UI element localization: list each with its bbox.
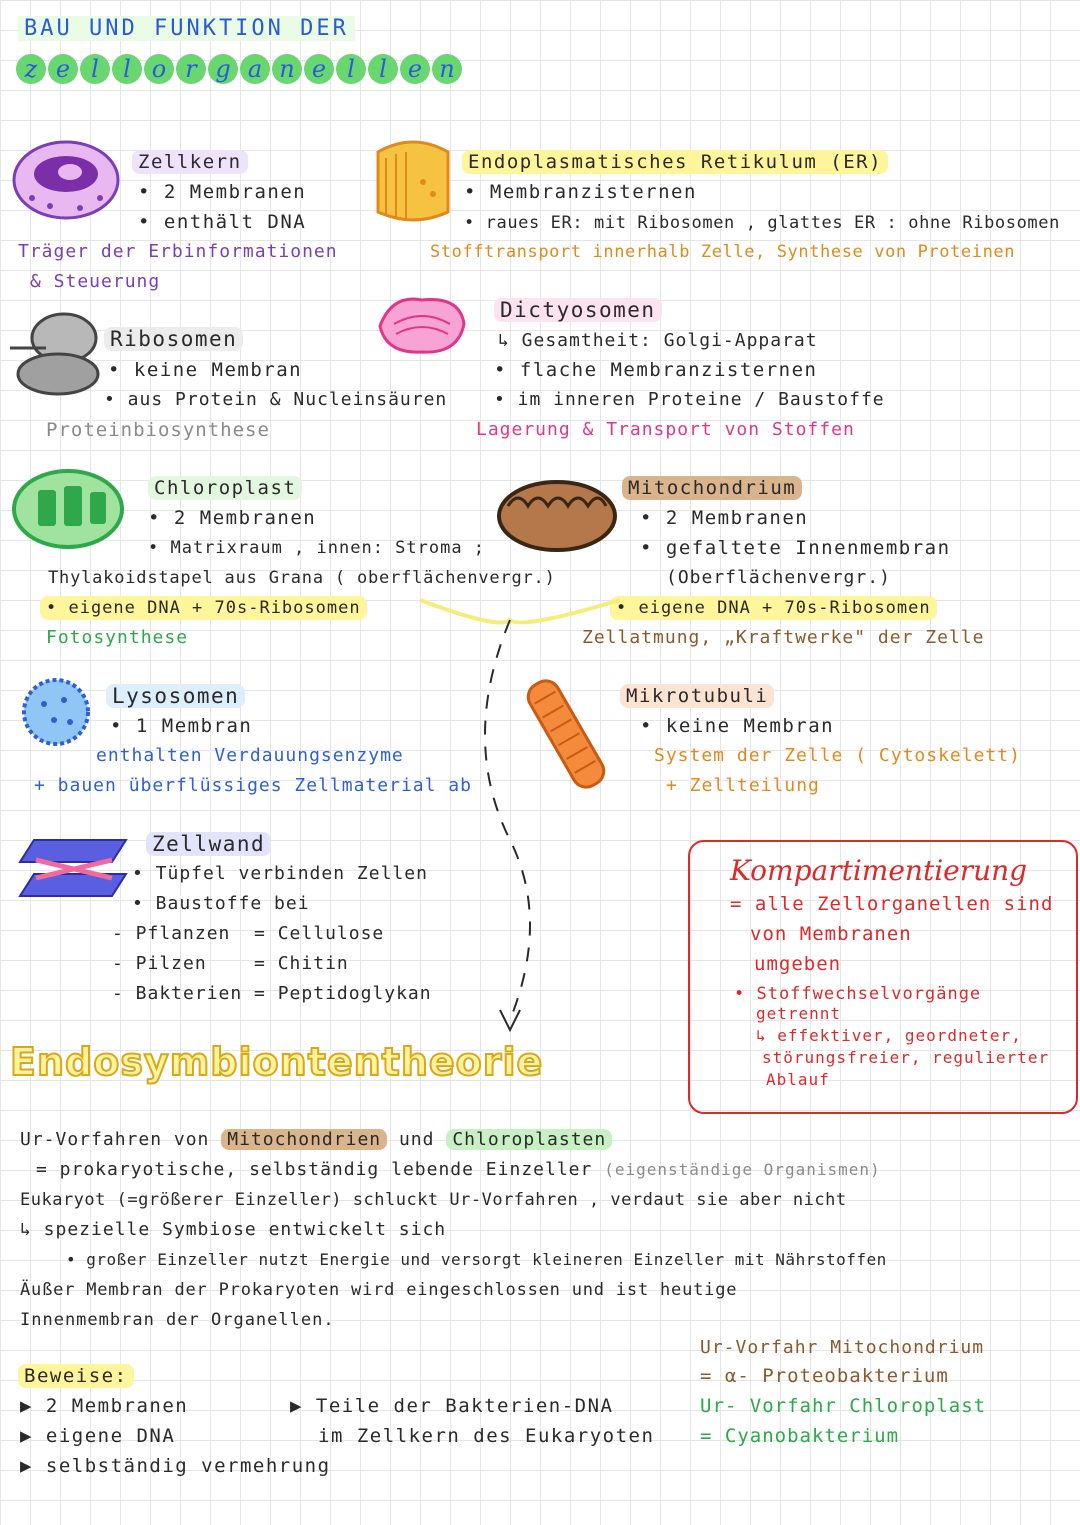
mikrotubuli-title: Mikrotubuli [620,684,774,708]
title-letter: n [272,54,302,84]
title-letter: e [304,54,334,84]
zellkern-bullet-1: • 2 Membranen [138,181,307,203]
ribosomen-function: Proteinbiosynthese [46,419,270,441]
zellkern-function-2: & Steuerung [30,271,161,292]
chloroplast-function: Fotosynthese [46,627,189,648]
title-letter: l [112,54,142,84]
p1-chloroplasten: Chloroplasten [446,1129,612,1150]
endosymbiont-para-6: Äußer Membran der Prokaryoten wird eingeschlossen und ist heutige [20,1280,738,1300]
lysosome-icon [14,672,98,752]
title-letter: e [400,54,430,84]
ribosomen-title: Ribosomen [104,327,243,351]
zellwand-row-3: - Bakterien = Peptidoglykan [112,983,432,1004]
zellkern-bullet-2: • enthält DNA [138,211,307,233]
chloroplast-title: Chloroplast [148,476,302,500]
page-title-letters [16,54,464,84]
title-letter: a [240,54,270,84]
kompartimentierung-line-2: von Membranen [750,923,912,945]
chloroplast-bullet-3: Thylakoidstapel aus Grana ( oberflächenvergr.) [48,568,556,588]
zellwand-row-2: - Pilzen = Chitin [112,953,349,974]
title-letter: g [208,54,238,84]
mikrotubuli-function-1: System der Zelle ( Cytoskelett) [654,745,1021,766]
er-bullet-1: • Membranzisternen [464,181,697,203]
p2-note: (eigenständige Organismen) [604,1160,881,1179]
dictyosomen-bullet-1: • flache Membranzisternen [494,359,818,381]
ribosome-icon [6,306,102,400]
lysosomen-bullet-1: • 1 Membran [110,715,253,737]
beweise-item-4: ▶ Teile der Bakterien-DNA [290,1395,614,1417]
beweise-item-2: ▶ eigene DNA [20,1425,176,1447]
mikrotubuli-function-2: + Zellteilung [666,775,820,796]
title-letter: n [432,54,462,84]
kompartimentierung-line-4: • Stoffwechselvorgänge [734,984,982,1004]
vorfahr-mito-1: Ur-Vorfahr Mitochondrium [700,1337,985,1358]
chloroplast-bullet-1: • 2 Membranen [148,507,317,529]
p2-text: = prokaryotische, selbständig lebende Einzeller [36,1159,593,1180]
dictyosomen-function: Lagerung & Transport von Stoffen [476,419,855,440]
dictyosomen-title: Dictyosomen [494,298,662,322]
er-bullet-2: • raues ER: mit Ribosomen , glattes ER : ohne Ribosomen [464,213,1060,233]
mitochondrium-bullet-4: • eigene DNA + 70s-Ribosomen [610,596,937,620]
endosymbiont-para-3: Eukaryot (=größerer Einzeller) schluckt Ur-Vorfahren , verdaut sie aber nicht [20,1190,847,1210]
lysosomen-function-2: + bauen überflüssiges Zellmaterial ab [34,775,472,796]
mitochondrion-icon [494,476,620,556]
cell-nucleus-icon [10,138,122,222]
endosymbiont-heading: Endosymbiontentheorie [10,1040,544,1084]
chloroplast-bullet-4: • eigene DNA + 70s-Ribosomen [40,596,367,620]
er-function: Stofftransport innerhalb Zelle, Synthese von Proteinen [430,242,1016,262]
p1-text-c: und [398,1129,435,1150]
endosymbiont-para-1 [20,1128,612,1152]
kompartimentierung-line-7: störungsfreier, regulierter [762,1048,1050,1067]
cell-wall-icon [16,830,132,910]
connector-arrow [400,590,650,1050]
kompartimentierung-line-3: umgeben [754,953,842,975]
title-letter: e [48,54,78,84]
title-letter: l [336,54,366,84]
p1-text-a: Ur-Vorfahren von [20,1129,210,1150]
mitochondrium-function: Zellatmung, „Kraftwerke" der Zelle [582,627,985,648]
beweise-item-3: ▶ selbständig vermehrung [20,1455,331,1477]
title-letter: l [80,54,110,84]
ribosomen-bullet-2: • aus Protein & Nucleinsäuren [104,389,448,410]
zellwand-row-1: - Pflanzen = Cellulose [112,923,385,944]
zellwand-bullet-1: • Tüpfel verbinden Zellen [132,863,428,884]
endosymbiont-para-5: • großer Einzeller nutzt Energie und versorgt kleineren Einzeller mit Nährstoffen [66,1250,887,1269]
p1-mitochondrien: Mitochondrien [221,1129,387,1150]
zellwand-title: Zellwand [146,832,271,856]
mitochondrium-bullet-2: • gefaltete Innenmembran [640,537,951,559]
zellwand-bullet-2: • Baustoffe bei [132,893,310,914]
kompartimentierung-title: Kompartimentierung [730,854,1028,887]
endosymbiont-para-2 [36,1158,881,1182]
mitochondrium-title: Mitochondrium [622,476,802,500]
mitochondrium-bullet-1: • 2 Membranen [640,507,809,529]
vorfahr-mito-2: = α- Proteobakterium [700,1365,949,1387]
kompartimentierung-line-1: = alle Zellorganellen sind [730,893,1054,915]
title-letter: r [176,54,206,84]
title-letter: o [144,54,174,84]
page-title-line1: BAU UND FUNKTION DER [18,16,355,41]
kompartimentierung-line-6: ↳ effektiver, geordneter, [756,1026,1022,1045]
lysosomen-function-1: enthalten Verdauungsenzyme [96,745,404,766]
zellkern-function-1: Träger der Erbinformationen [18,241,338,262]
mikrotubuli-bullet-1: • keine Membran [640,715,835,737]
vorfahr-chloro-2: = Cyanobakterium [700,1425,900,1447]
endosymbiont-para-4: ↳ spezielle Symbiose entwickelt sich [20,1219,447,1240]
endosymbiont-para-7: Innenmembran der Organellen. [20,1310,335,1330]
golgi-apparatus-icon [372,290,472,360]
chloroplast-bullet-2: • Matrixraum , innen: Stroma ; [148,538,486,558]
kompartimentierung-line-5: getrennt [756,1004,842,1023]
kompartimentierung-line-8: Ablauf [766,1070,830,1089]
dictyosomen-bullet-2: • im inneren Proteine / Baustoffe [494,389,885,410]
endoplasmic-reticulum-icon [368,132,458,228]
ribosomen-bullet-1: • keine Membran [108,359,303,381]
beweise-title: Beweise: [18,1364,134,1388]
beweise-item-1: ▶ 2 Membranen [20,1395,189,1417]
zellkern-title: Zellkern [132,150,248,174]
er-title: Endoplasmatisches Retikulum (ER) [462,150,888,174]
lysosomen-title: Lysosomen [106,684,245,708]
dictyosomen-sub: ↳ Gesamtheit: Golgi-Apparat [498,330,818,351]
chloroplast-icon [8,466,128,552]
beweise-item-5: im Zellkern des Eukaryoten [318,1425,655,1447]
title-letter: z [16,54,46,84]
mitochondrium-bullet-3: (Oberflächenvergr.) [666,567,891,588]
vorfahr-chloro-1: Ur- Vorfahr Chloroplast [700,1395,987,1417]
title-letter: l [368,54,398,84]
